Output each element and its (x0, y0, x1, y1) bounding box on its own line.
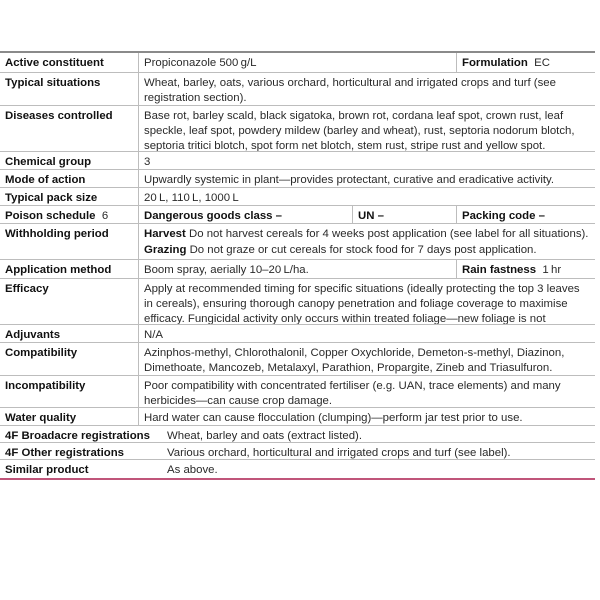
table-row-typical-situations (0, 73, 595, 106)
label-withholding-period: Withholding period (5, 228, 109, 240)
value-poison-schedule: 6 (101, 210, 109, 222)
label-water-quality: Water quality (5, 412, 77, 424)
table-row-typical-pack-size (0, 188, 595, 206)
table-row-adjuvants (0, 325, 595, 343)
label-packing-code: Packing code (462, 210, 536, 222)
label-diseases-controlled: Diseases controlled (5, 110, 113, 122)
label-dangerous-goods: Dangerous goods class (144, 210, 273, 222)
value-dangerous-goods: – (275, 210, 283, 222)
label-incompatibility: Incompatibility (5, 380, 86, 392)
value-typical-situations: Wheat, barley, oats, various orchard, horticultural and irrigated crops and turf (see registration section). (138, 73, 595, 105)
label-harvest: Harvest (144, 228, 186, 240)
grazing-line (144, 242, 590, 258)
label-adjuvants: Adjuvants (5, 329, 61, 341)
table-row-withholding-period (0, 224, 595, 260)
value-similar-registrations: As above. (167, 464, 218, 476)
table-row-incompatibility (0, 376, 595, 408)
packing-code-cell (456, 206, 595, 223)
label-compatibility: Compatibility (5, 347, 78, 359)
value-packing-code: – (538, 210, 545, 222)
value-typical-pack-size: 20 L, 110 L, 1000 L (138, 188, 595, 205)
label-application-method: Application method (5, 264, 112, 276)
value-water-quality: Hard water can cause flocculation (clumping)—perform jar test prior to use. (138, 408, 595, 425)
value-other-registrations: Various orchard, horticultural and irrigated crops and turf (see label). (167, 447, 511, 459)
value-chemical-group: 3 (138, 152, 595, 169)
label-rain-fastness: Rain fastness (462, 264, 537, 276)
label-similar-registrations: Similar product (5, 464, 89, 476)
harvest-line (144, 226, 590, 242)
value-broadacre-registrations: Wheat, barley and oats (extract listed). (167, 430, 362, 442)
value-mode-of-action: Upwardly systemic in plant—provides protectant, curative and eradicative activity. (138, 170, 595, 187)
value-rain-fastness: 1 hr (542, 264, 562, 276)
value-efficacy: Apply at recommended timing for specific situations (ideally protecting the top 3 leaves in cereals), ensuring thorough canopy penetration and foliage coverage to maximise efficacy. Fungicidal activity only occurs within treated foliage—new foliage is not (138, 279, 595, 324)
table-row-application-method (0, 260, 595, 279)
table-row-other-registrations (0, 443, 595, 460)
label-mode-of-action: Mode of action (5, 174, 86, 186)
label-active-constituent: Active constituent (5, 57, 104, 69)
label-poison-schedule: Poison schedule (5, 210, 96, 222)
table-row-diseases-controlled (0, 106, 595, 152)
label-other-registrations: 4F Other registrations (5, 447, 124, 459)
value-grazing: Do not graze or cut cereals for stock food for 7 days post application. (189, 244, 537, 256)
value-harvest: Do not harvest cereals for 4 weeks post application (see label for all situations). (188, 228, 589, 240)
table-row-compatibility (0, 343, 595, 376)
table-row-water-quality (0, 408, 595, 426)
table-row-poison-schedule (0, 206, 595, 224)
value-un: – (377, 210, 384, 222)
value-application-method: Boom spray, aerially 10–20 L/ha. (138, 260, 456, 278)
un-cell (352, 206, 456, 223)
label-grazing: Grazing (144, 244, 187, 256)
label-typical-pack-size: Typical pack size (5, 192, 98, 204)
table-row-similar-registrations (0, 460, 595, 478)
label-typical-situations: Typical situations (5, 77, 101, 89)
poison-schedule-cell (0, 206, 138, 223)
label-broadacre-registrations: 4F Broadacre registrations (5, 430, 150, 442)
value-formulation: EC (534, 57, 550, 69)
value-active-constituent: Propiconazole 500 g/L (138, 53, 456, 72)
table-row-mode-of-action (0, 170, 595, 188)
formulation-cell (456, 53, 595, 72)
table-row-active-constituent (0, 53, 595, 73)
label-efficacy: Efficacy (5, 283, 49, 295)
value-incompatibility: Poor compatibility with concentrated fertiliser (e.g. UAN, trace elements) and many herbicides—can cause crop damage. (138, 376, 595, 407)
rain-fastness-cell (456, 260, 595, 278)
table-row-efficacy (0, 279, 595, 325)
value-compatibility: Azinphos-methyl, Chlorothalonil, Copper Oxychloride, Demeton-s-methyl, Diazinon, Dimethoate, Mancozeb, Metalaxyl, Parathion, Propargite, Zineb and Triasulfuron. (138, 343, 595, 375)
table-row-chemical-group (0, 152, 595, 170)
value-diseases-controlled: Base rot, barley scald, black sigatoka, brown rot, cordana leaf spot, crown rust, leaf speckle, leaf spot, powdery mildew (barley and wheat), rust, septoria nodorum blotch, septoria tritici blotch, spot form net blotch, stem rust, stripe rust and yellow spot. (138, 106, 595, 151)
withholding-values (138, 224, 595, 259)
label-chemical-group: Chemical group (5, 156, 92, 168)
dangerous-goods-cell (138, 206, 352, 223)
value-adjuvants: N/A (138, 325, 595, 342)
label-un: UN (358, 210, 375, 222)
table-row-broadacre-registrations (0, 426, 595, 443)
table-bottom-rule (0, 478, 595, 480)
label-formulation: Formulation (462, 57, 528, 69)
